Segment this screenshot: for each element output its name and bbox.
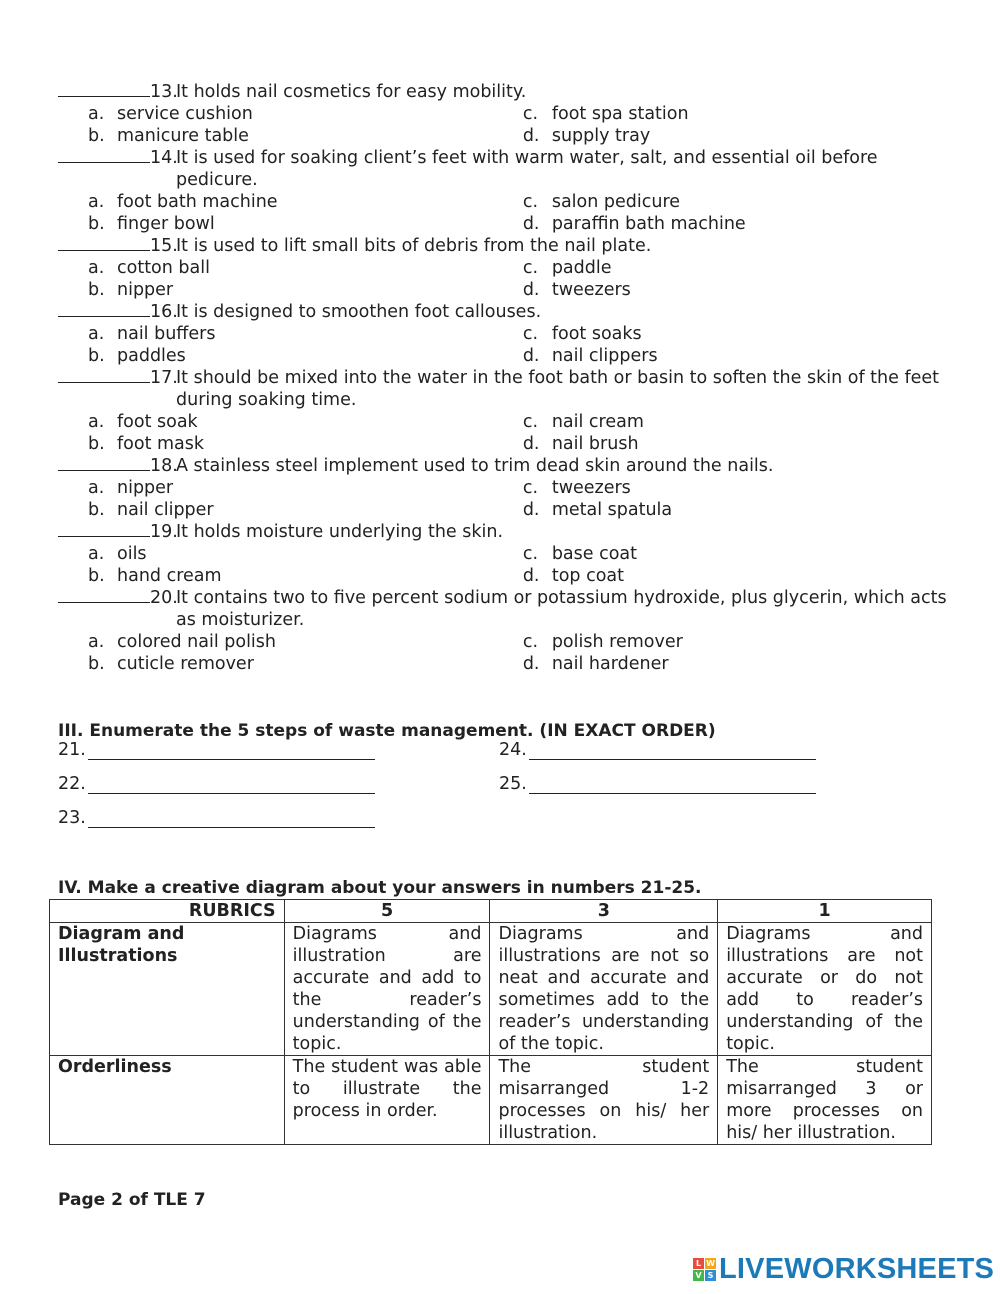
- option-text: foot bath machine: [117, 192, 278, 212]
- option-text: manicure table: [117, 126, 249, 146]
- question-stem: [58, 147, 948, 169]
- logo-mark-letter: W: [706, 1259, 715, 1268]
- option-text: colored nail polish: [117, 632, 276, 652]
- option-text: top coat: [551, 566, 624, 586]
- option-d[interactable]: [523, 125, 948, 147]
- option-b[interactable]: [58, 279, 523, 301]
- option-text: nipper: [117, 280, 174, 300]
- score-1-cell: Diagrams and illustrations are not accurate or do not add to reader’s understanding of the topic.: [718, 923, 932, 1056]
- score-3-header: 3: [490, 900, 718, 923]
- option-d[interactable]: [523, 565, 948, 587]
- option-d[interactable]: [523, 345, 948, 367]
- option-text: nail clipper: [117, 500, 214, 520]
- option-letter: a.: [88, 192, 105, 212]
- options-row: [58, 125, 948, 147]
- logo-mark-letter: L: [693, 1258, 704, 1269]
- option-letter: a.: [88, 324, 105, 344]
- answer-blank[interactable]: [58, 587, 150, 603]
- option-a[interactable]: [58, 411, 523, 433]
- options-row: [58, 213, 948, 235]
- score-5-header: 5: [284, 900, 490, 923]
- option-b[interactable]: [58, 345, 523, 367]
- option-a[interactable]: [58, 631, 523, 653]
- option-letter: c.: [522, 412, 539, 432]
- score-5-cell: Diagrams and illustration are accurate and add to the reader’s understanding of the topic.: [284, 923, 490, 1056]
- option-letter: b.: [88, 214, 105, 234]
- answer-blank[interactable]: [58, 235, 150, 251]
- option-text: paddle: [551, 258, 612, 278]
- options-row: [58, 191, 948, 213]
- question-text-continued: during soaking time.: [176, 390, 357, 410]
- enum-number: 23.: [58, 808, 86, 828]
- question-text: It holds moisture underlying the skin.: [176, 522, 504, 542]
- liveworksheets-logo: [693, 1253, 994, 1286]
- options-row: [58, 499, 948, 521]
- options-row: [58, 543, 948, 565]
- question-text: It is designed to smoothen foot callouses.: [176, 302, 542, 322]
- enum-item-21: [58, 740, 375, 760]
- option-letter: b.: [88, 280, 105, 300]
- question-stem: [58, 81, 948, 103]
- score-5-cell: The student was able to illustrate the process in order.: [284, 1056, 490, 1145]
- answer-blank[interactable]: [58, 301, 150, 317]
- question-item: [58, 455, 948, 521]
- option-text: tweezers: [551, 478, 631, 498]
- question-number: 17.: [150, 368, 178, 388]
- question-number: 13.: [150, 82, 178, 102]
- criterion-cell: Orderliness: [50, 1056, 285, 1145]
- option-a[interactable]: [58, 191, 523, 213]
- option-letter: d.: [522, 434, 540, 454]
- section-3-title: III. Enumerate the 5 steps of waste management. (IN EXACT ORDER): [58, 721, 716, 741]
- option-b[interactable]: [58, 433, 523, 455]
- question-number: 16.: [150, 302, 178, 322]
- score-1-header: 1: [718, 900, 932, 923]
- answer-blank[interactable]: [58, 455, 150, 471]
- option-text: cotton ball: [117, 258, 210, 278]
- options-row: [58, 257, 948, 279]
- option-text: polish remover: [551, 632, 683, 652]
- option-letter: a.: [88, 478, 105, 498]
- option-b[interactable]: [58, 499, 523, 521]
- table-row: [50, 1056, 932, 1145]
- option-letter: c.: [522, 324, 539, 344]
- question-text: It holds nail cosmetics for easy mobility.: [176, 82, 527, 102]
- answer-blank-25[interactable]: [529, 777, 816, 794]
- options-row: [58, 345, 948, 367]
- option-text: finger bowl: [117, 214, 215, 234]
- question-text: A stainless steel implement used to trim dead skin around the nails.: [176, 456, 774, 476]
- answer-blank[interactable]: [58, 367, 150, 383]
- option-a[interactable]: [58, 103, 523, 125]
- option-b[interactable]: [58, 653, 523, 675]
- option-text: paddles: [117, 346, 186, 366]
- option-a[interactable]: [58, 477, 523, 499]
- option-b[interactable]: [58, 565, 523, 587]
- score-3-cell: Diagrams and illustrations are not so neat and accurate and sometimes add to the reader’s understanding of the topic.: [490, 923, 718, 1056]
- option-letter: a.: [88, 544, 105, 564]
- enum-item-24: [499, 740, 816, 760]
- option-c[interactable]: [523, 411, 948, 433]
- question-item: [58, 587, 948, 675]
- rubrics-header-row: [50, 900, 932, 923]
- option-letter: d.: [522, 214, 540, 234]
- option-letter: b.: [88, 126, 105, 146]
- option-c[interactable]: [523, 103, 948, 125]
- option-letter: d.: [522, 654, 540, 674]
- question-text-continued: pedicure.: [176, 170, 258, 190]
- option-text: paraffin bath machine: [551, 214, 746, 234]
- options-row: [58, 323, 948, 345]
- option-letter: a.: [88, 632, 105, 652]
- question-text: It should be mixed into the water in the foot bath or basin to soften the skin of the feet: [176, 368, 940, 388]
- enum-number: 24.: [499, 740, 527, 760]
- option-text: cuticle remover: [117, 654, 254, 674]
- option-text: supply tray: [551, 126, 651, 146]
- question-text: It is used to lift small bits of debris from the nail plate.: [176, 236, 652, 256]
- option-letter: b.: [88, 500, 105, 520]
- enum-item-22: [58, 774, 375, 794]
- question-stem: [58, 301, 948, 323]
- option-d[interactable]: [523, 433, 948, 455]
- option-text: foot soak: [117, 412, 198, 432]
- option-letter: c.: [522, 104, 539, 124]
- logo-mark-letter: V: [693, 1270, 704, 1281]
- question-stem: [58, 521, 948, 543]
- answer-blank-24[interactable]: [529, 743, 816, 760]
- question-number: 20.: [150, 588, 178, 608]
- question-item: [58, 235, 948, 301]
- enum-number: 22.: [58, 774, 86, 794]
- question-item: [58, 521, 948, 587]
- option-letter: c.: [522, 258, 539, 278]
- option-letter: b.: [88, 654, 105, 674]
- enum-number: 21.: [58, 740, 86, 760]
- option-text: nail cream: [551, 412, 644, 432]
- options-row: [58, 433, 948, 455]
- option-a[interactable]: [58, 257, 523, 279]
- option-text: oils: [117, 544, 147, 564]
- option-letter: b.: [88, 346, 105, 366]
- question-stem: [58, 587, 948, 609]
- option-text: salon pedicure: [551, 192, 681, 212]
- score-1-cell: The student misarranged 3 or more processes on his/ her illustration.: [718, 1056, 932, 1145]
- option-a[interactable]: [58, 543, 523, 565]
- question-number: 14.: [150, 148, 178, 168]
- options-row: [58, 565, 948, 587]
- option-text: metal spatula: [551, 500, 673, 520]
- answer-blank[interactable]: [58, 147, 150, 163]
- section-4-title: IV. Make a creative diagram about your answers in numbers 21-25.: [58, 878, 702, 898]
- option-c[interactable]: [523, 191, 948, 213]
- option-text: hand cream: [117, 566, 222, 586]
- option-d[interactable]: [523, 653, 948, 675]
- enum-item-23: [58, 808, 375, 828]
- question-stem: [58, 235, 948, 257]
- option-letter: c.: [522, 192, 539, 212]
- option-letter: d.: [522, 566, 540, 586]
- option-c[interactable]: [523, 323, 948, 345]
- enum-item-25: [499, 774, 816, 794]
- score-3-cell: The student misarranged 1-2 processes on his/ her illustration.: [490, 1056, 718, 1145]
- page-footer: Page 2 of TLE 7: [58, 1190, 206, 1210]
- option-letter: b.: [88, 566, 105, 586]
- question-number: 19.: [150, 522, 178, 542]
- option-text: foot mask: [117, 434, 205, 454]
- question-item: [58, 81, 948, 147]
- options-row: [58, 653, 948, 675]
- question-text: It is used for soaking client’s feet with warm water, salt, and essential oil before: [176, 148, 878, 168]
- option-c[interactable]: [523, 631, 948, 653]
- option-c[interactable]: [523, 543, 948, 565]
- option-letter: a.: [88, 258, 105, 278]
- option-letter: d.: [522, 126, 540, 146]
- rubrics-table: [49, 899, 932, 1145]
- option-c[interactable]: [523, 257, 948, 279]
- option-d[interactable]: [523, 499, 948, 521]
- question-item: [58, 147, 948, 235]
- option-letter: c.: [522, 544, 539, 564]
- option-text: nail buffers: [117, 324, 216, 344]
- option-d[interactable]: [523, 279, 948, 301]
- enum-number: 25.: [499, 774, 527, 794]
- question-stem: [58, 367, 948, 389]
- question-item: [58, 367, 948, 455]
- answer-blank[interactable]: [58, 521, 150, 537]
- answer-blank-21[interactable]: [88, 743, 375, 760]
- question-stem: [58, 455, 948, 477]
- option-letter: d.: [522, 280, 540, 300]
- option-text: nail hardener: [551, 654, 669, 674]
- rubrics-header: RUBRICS: [50, 900, 285, 923]
- option-text: foot spa station: [551, 104, 689, 124]
- answer-blank-23[interactable]: [88, 811, 375, 828]
- logo-mark-icon: [693, 1258, 716, 1281]
- table-row: [50, 923, 932, 1056]
- option-letter: c.: [522, 632, 539, 652]
- answer-blank-22[interactable]: [88, 777, 375, 794]
- option-b[interactable]: [58, 213, 523, 235]
- option-letter: a.: [88, 104, 105, 124]
- question-item: [58, 301, 948, 367]
- option-b[interactable]: [58, 125, 523, 147]
- option-text: base coat: [551, 544, 638, 564]
- option-text: foot soaks: [551, 324, 642, 344]
- criterion-cell: Diagram and Illustrations: [50, 923, 285, 1056]
- option-text: nail brush: [551, 434, 639, 454]
- option-a[interactable]: [58, 323, 523, 345]
- answer-blank[interactable]: [58, 81, 150, 97]
- option-letter: d.: [522, 500, 540, 520]
- option-text: nipper: [117, 478, 174, 498]
- options-row: [58, 279, 948, 301]
- options-row: [58, 103, 948, 125]
- option-text: nail clippers: [551, 346, 658, 366]
- options-row: [58, 631, 948, 653]
- question-text: It contains two to five percent sodium or potassium hydroxide, plus glycerin, which acts: [176, 588, 947, 608]
- option-letter: a.: [88, 412, 105, 432]
- option-letter: d.: [522, 346, 540, 366]
- logo-text: LIVEWORKSHEETS: [719, 1253, 995, 1285]
- option-letter: b.: [88, 434, 105, 454]
- question-number: 15.: [150, 236, 178, 256]
- option-d[interactable]: [523, 213, 948, 235]
- logo-mark-letter: S: [705, 1270, 716, 1281]
- question-number: 18.: [150, 456, 178, 476]
- option-c[interactable]: [523, 477, 948, 499]
- question-text-continued: as moisturizer.: [176, 610, 305, 630]
- option-text: service cushion: [117, 104, 253, 124]
- question-list: [58, 81, 948, 675]
- option-text: tweezers: [551, 280, 631, 300]
- options-row: [58, 411, 948, 433]
- option-letter: c.: [522, 478, 539, 498]
- options-row: [58, 477, 948, 499]
